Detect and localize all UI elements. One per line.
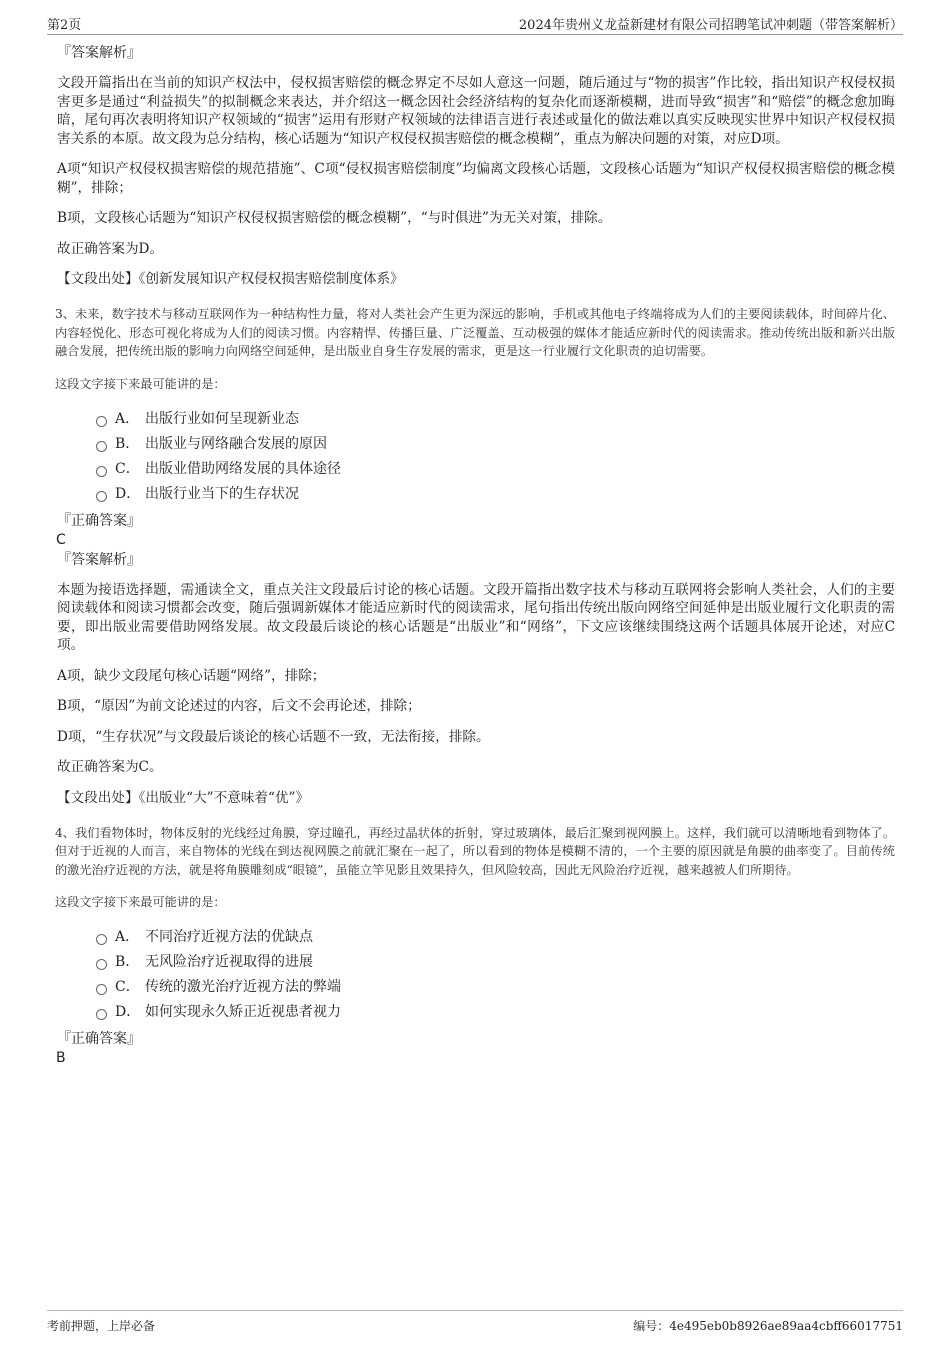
question-prompt: 这段文字接下来最可能讲的是： — [55, 376, 226, 391]
page-number: 第2页 — [47, 18, 82, 33]
option-text: 出版行业当下的生存状况 — [145, 485, 299, 502]
analysis-label: 『答案解析』 — [57, 551, 141, 568]
radio-icon[interactable] — [96, 416, 107, 427]
option-letter: C． — [115, 979, 140, 995]
analysis-label: 『答案解析』 — [57, 45, 141, 61]
option-b[interactable] — [95, 432, 895, 457]
document-title: 2024年贵州义龙益新建材有限公司招聘笔试冲刺题（带答案解析） — [518, 18, 903, 33]
radio-icon[interactable] — [96, 466, 107, 477]
answer-label: 『正确答案』 — [57, 512, 141, 529]
analysis-paragraph: B项，文段核心话题为“知识产权侵权损害赔偿的概念模糊”，“与时俱进”为无关对策，排除。 — [57, 210, 612, 226]
analysis-conclusion: 故正确答案为C。 — [57, 759, 163, 775]
analysis-conclusion: 故正确答案为D。 — [57, 240, 164, 257]
analysis-paragraph: B项，“原因”为前文论述过的内容，后文不会再论述，排除； — [57, 698, 421, 714]
question-2-analysis — [55, 44, 895, 288]
option-d[interactable] — [95, 482, 895, 507]
analysis-paragraph: D项，“生存状况”与文段最后谈论的核心话题不一致，无法衔接，排除。 — [57, 728, 490, 745]
option-letter: A． — [115, 929, 140, 945]
page-content — [55, 44, 895, 1069]
source-citation: 【文段出处】《创新发展知识产权侵权损害赔偿制度体系》 — [57, 271, 404, 287]
option-c[interactable] — [95, 457, 895, 482]
page-header — [47, 12, 903, 35]
option-text: 出版业与网络融合发展的原因 — [145, 435, 327, 452]
option-b[interactable] — [95, 950, 895, 975]
analysis-paragraph: 本题为接语选择题，需通读全文，重点关注文段最后讨论的核心话题。文段开篇指出数字技术与移动互联网将会影响人类社会，人们的主要阅读载体和阅读习惯都会改变，随后强调新媒体才能适应新时代的阅读需求，尾句指出传统出版向网络空间延伸是出版业履行文化职责的需要，即出版业需要借助网络发展。故文段最后谈论的核心话题是“出版业”和“网络”，下文应该继续围绕这两个话题具体展开论述，对应C项。 — [57, 581, 895, 653]
radio-icon[interactable] — [96, 441, 107, 452]
radio-icon[interactable] — [96, 934, 107, 945]
radio-icon[interactable] — [96, 959, 107, 970]
radio-icon[interactable] — [96, 491, 107, 502]
document-serial: 编号：4e495eb0b8926ae89aa4cbff66017751 — [633, 1319, 903, 1333]
question-4 — [55, 824, 895, 1068]
analysis-paragraph: A项，缺少文段尾句核心话题“网络”，排除； — [57, 667, 326, 684]
source-citation: 【文段出处】《出版业“大”不意味着“优”》 — [57, 789, 310, 806]
question-stem: 4、我们看物体时，物体反射的光线经过角膜，穿过瞳孔，再经过晶状体的折射，穿过玻璃体，最后汇聚到视网膜上。这样，我们就可以清晰地看到物体了。但对于近视的人而言，来自物体的光线在到达视网膜之前就汇聚在一起了，所以看到的物体是模糊不清的，一个主要的原因就是角膜的曲率变了。目前传统的激光治疗近视的方法，就是将角膜雕刻成“眼镜”，虽能立竿见影且效果持久，但风险较高，因此无风险治疗近视，越来越被人们所期待。 — [55, 825, 895, 877]
answer-label: 『正确答案』 — [57, 1031, 141, 1047]
option-d[interactable] — [95, 1000, 895, 1025]
question-stem: 3、未来，数字技术与移动互联网作为一种结构性力量，将对人类社会产生更为深远的影响，手机或其他电子终端将成为人们的主要阅读载体，时间碎片化、内容轻悦化、形态可视化将成为人们的阅读习惯。内容精悍、传播巨量、广泛覆盖、互动极强的媒体才能适应新时代的阅读需求。推动传统出版和新兴出版融合发展，把传统出版的影响力向网络空间延伸，是出版业自身生存发展的需求，更是这一行业履行文化职责的迫切需要。 — [55, 307, 895, 358]
radio-icon[interactable] — [96, 984, 107, 995]
question-3 — [55, 305, 895, 807]
question-prompt: 这段文字接下来最可能讲的是： — [55, 895, 226, 909]
option-list — [95, 925, 895, 1025]
footer-slogan: 考前押题，上岸必备 — [47, 1319, 156, 1333]
option-letter: C． — [115, 460, 140, 477]
option-c[interactable] — [95, 975, 895, 1000]
option-letter: D． — [115, 1004, 141, 1020]
option-a[interactable] — [95, 925, 895, 950]
analysis-paragraph: 文段开篇指出在当前的知识产权法中，侵权损害赔偿的概念界定不尽如人意这一问题，随后通过与“物的损害”作比较，指出知识产权侵权损害更多是通过“利益损失”的拟制概念来表达，并介绍这一概念因社会经济结构的复杂化而逐渐模糊，进而导致“损害”和“赔偿”的概念愈加晦暗，尾句再次表明将知识产权领域的“损害”运用有形财产权领域的法律语言进行表述或量化的做法难以真实反映现实世界中知识产权侵权损害关系的本原。故文段为总分结构，核心话题为“知识产权侵权损害赔偿的概念模糊”，重点为解决问题的对策，对应D项。 — [57, 75, 895, 147]
option-letter: B． — [115, 954, 140, 970]
radio-icon[interactable] — [96, 1009, 107, 1020]
option-text: 如何实现永久矫正近视患者视力 — [145, 1004, 341, 1020]
option-list — [95, 407, 895, 507]
option-letter: D． — [115, 485, 141, 502]
answer-value: B — [56, 1050, 66, 1066]
option-text: 不同治疗近视方法的优缺点 — [145, 929, 313, 945]
option-text: 传统的激光治疗近视方法的弊端 — [145, 979, 341, 995]
answer-value: C — [56, 531, 66, 548]
option-text: 出版业借助网络发展的具体途径 — [145, 460, 341, 477]
option-text: 出版行业如何呈现新业态 — [145, 410, 299, 427]
page-footer — [47, 1310, 903, 1336]
analysis-paragraph: A项“知识产权侵权损害赔偿的规范措施”、C项“侵权损害赔偿制度”均偏离文段核心话题，文段核心话题为“知识产权侵权损害赔偿的概念模糊”，排除； — [57, 161, 895, 196]
option-a[interactable] — [95, 407, 895, 432]
option-text: 无风险治疗近视取得的进展 — [145, 954, 313, 970]
option-letter: B． — [115, 435, 140, 452]
option-letter: A． — [115, 410, 140, 427]
